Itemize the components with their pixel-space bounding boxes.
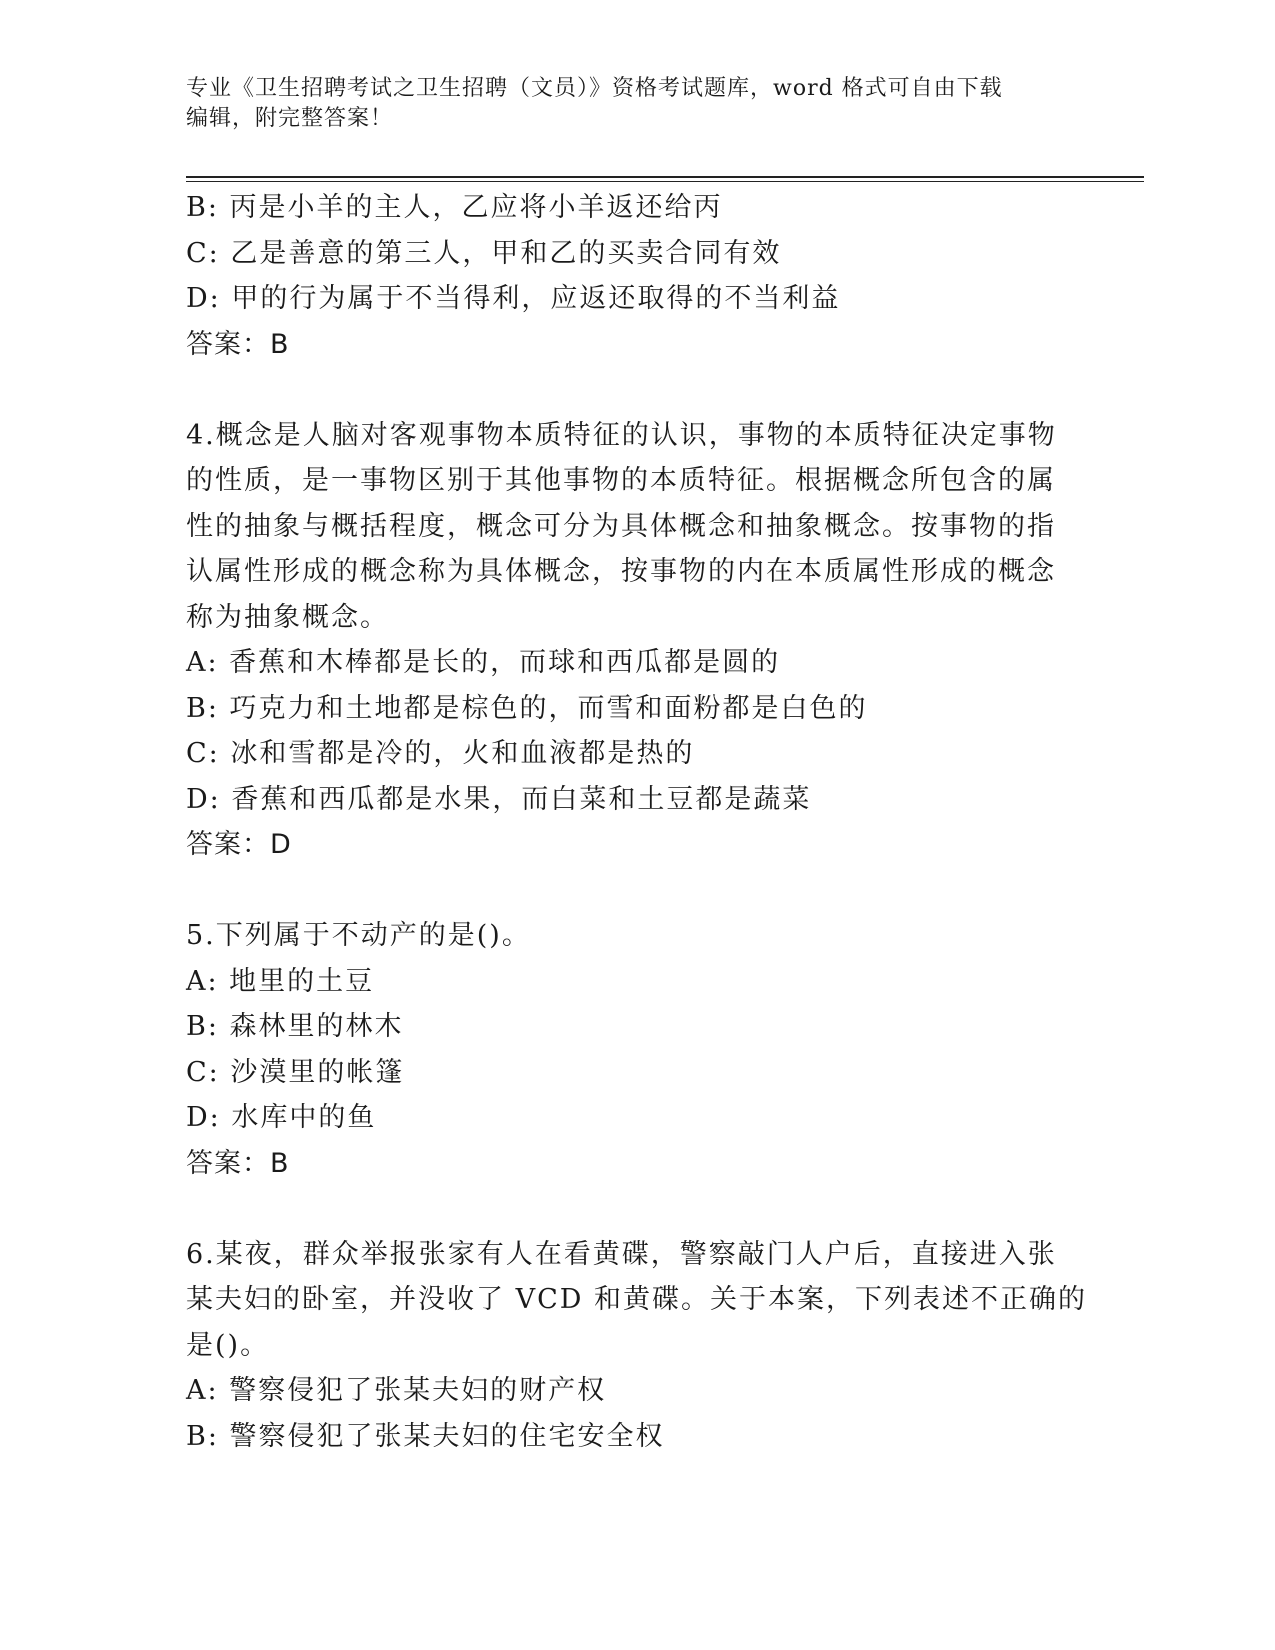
q4-answer: 答案：D bbox=[186, 829, 292, 860]
q4-stem-line: 认属性形成的概念称为具体概念，按事物的内在本质属性形成的概念 bbox=[186, 556, 1056, 587]
q5-option-b: B: 森林里的林木 bbox=[186, 1011, 404, 1042]
question-3 bbox=[186, 185, 1066, 367]
header-line-1: 专业《卫生招聘考试之卫生招聘（文员）》资格考试题库，word 格式可自由下载 bbox=[186, 76, 1003, 101]
q5-answer: 答案：B bbox=[186, 1147, 290, 1179]
header-rule-thick bbox=[186, 176, 1144, 178]
q3-answer: 答案：B bbox=[186, 328, 290, 360]
q3-option-b: B: 丙是小羊的主人，乙应将小羊返还给丙 bbox=[186, 192, 723, 223]
q5-stem: 5.下列属于不动产的是()。 bbox=[186, 920, 531, 951]
page-header bbox=[186, 74, 1066, 134]
q4-option-b: B: 巧克力和土地都是棕色的，而雪和面粉都是白色的 bbox=[186, 692, 868, 724]
spacer bbox=[186, 868, 1066, 914]
q4-stem-line: 4.概念是人脑对客观事物本质特征的认识，事物的本质特征决定事物 bbox=[186, 419, 1057, 451]
q4-option-a: A: 香蕉和木棒都是长的，而球和西瓜都是圆的 bbox=[186, 647, 781, 678]
question-5 bbox=[186, 913, 1066, 1186]
q3-option-d: D: 甲的行为属于不当得利，应返还取得的不当利益 bbox=[186, 283, 841, 314]
q5-option-c: C: 沙漠里的帐篷 bbox=[186, 1056, 405, 1088]
q6-stem-line: 6.某夜，群众举报张家有人在看黄碟，警察敲门人户后，直接进入张 bbox=[186, 1238, 1057, 1270]
q5-option-d: D: 水库中的鱼 bbox=[186, 1102, 377, 1133]
question-6 bbox=[186, 1232, 1087, 1460]
q4-stem-line: 性的抽象与概括程度，概念可分为具体概念和抽象概念。按事物的指 bbox=[186, 510, 1056, 542]
q6-option-a: A: 警察侵犯了张某夫妇的财产权 bbox=[186, 1375, 607, 1406]
q6-stem-line: 是()。 bbox=[186, 1329, 270, 1361]
q4-stem-line: 的性质，是一事物区别于其他事物的本质特征。根据概念所包含的属 bbox=[186, 465, 1056, 496]
q6-stem-line: 某夫妇的卧室，并没收了 VCD 和黄碟。关于本案，下列表述不正确的 bbox=[186, 1284, 1087, 1315]
document-body bbox=[186, 185, 1087, 1459]
q3-option-c: C: 乙是善意的第三人，甲和乙的买卖合同有效 bbox=[186, 237, 782, 269]
spacer bbox=[186, 367, 1066, 413]
spacer bbox=[186, 1186, 1066, 1232]
header-rule-thin bbox=[186, 181, 1144, 182]
q5-option-a: A: 地里的土豆 bbox=[186, 965, 375, 997]
q4-stem-line: 称为抽象概念。 bbox=[186, 601, 389, 633]
q6-option-b: B: 警察侵犯了张某夫妇的住宅安全权 bbox=[186, 1420, 665, 1452]
q4-option-c: C: 冰和雪都是冷的，火和血液都是热的 bbox=[186, 738, 695, 769]
q4-option-d: D: 香蕉和西瓜都是水果，而白菜和土豆都是蔬菜 bbox=[186, 783, 812, 815]
header-line-2: 编辑，附完整答案！ bbox=[186, 106, 394, 131]
question-4 bbox=[186, 413, 1066, 868]
